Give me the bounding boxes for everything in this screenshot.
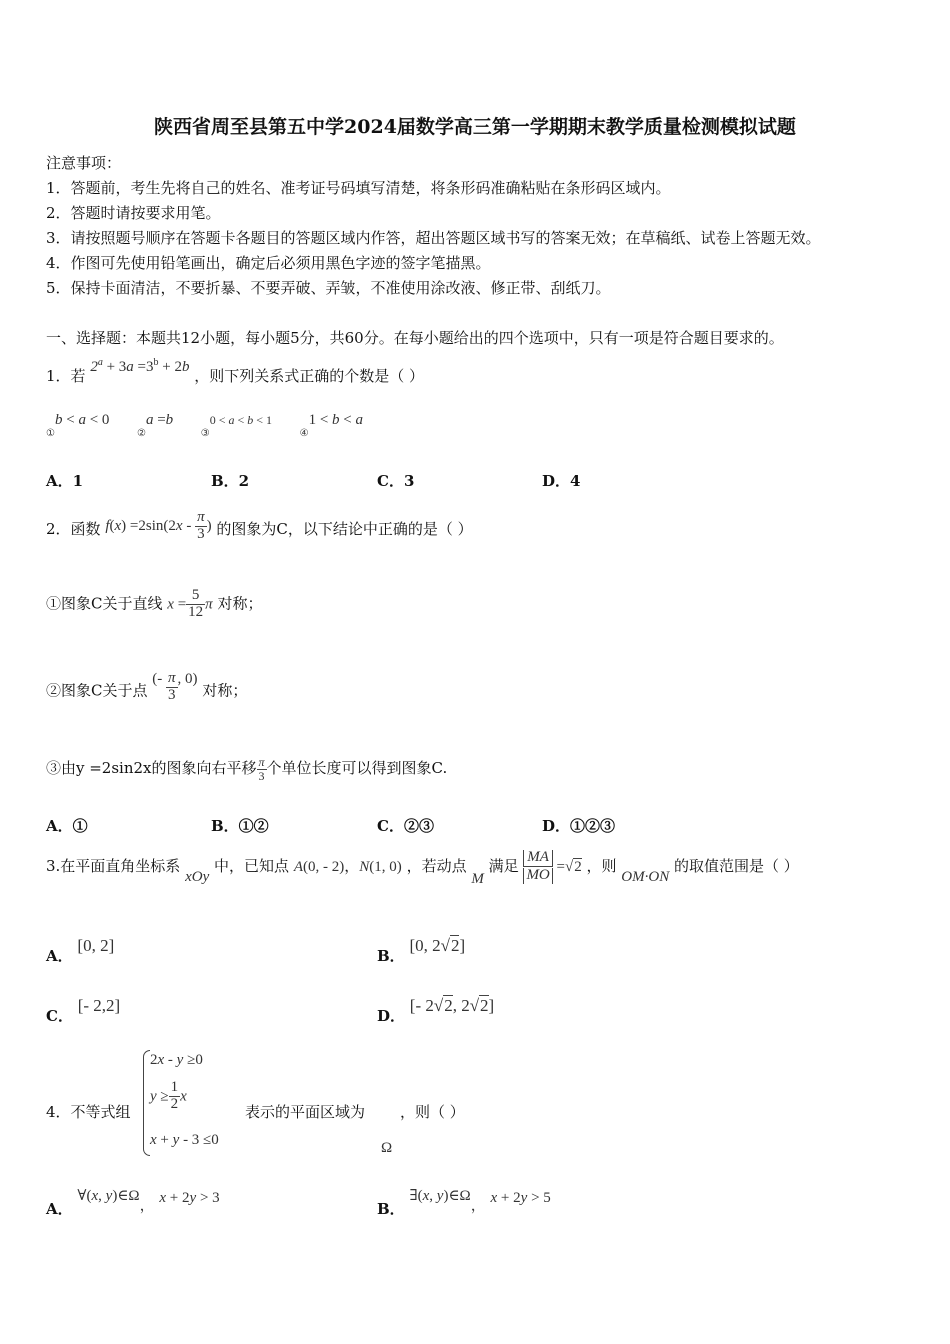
q1-suffix: ，则下列关系式正确的个数是（ ） bbox=[194, 367, 425, 385]
q1-relations: $_①$b < a < 0 $_②$a =b $_③$0 < a < b < 1 $_④$1 < b < a bbox=[46, 412, 363, 439]
q1-option-a[interactable]: A．1 bbox=[46, 472, 84, 490]
q2-function: f(x) =2sin(2x - $\frac{\pi}{3}$ ) bbox=[105, 509, 212, 542]
q4-option-b[interactable]: B． ∃(x, y)∈Ω， x + 2y > 5 bbox=[377, 1188, 551, 1218]
q1-option-d[interactable]: D．4 bbox=[542, 472, 581, 490]
page-title: 陕西省周至县第五中学2024届数学高三第一学期期末教学质量检测模拟试题 bbox=[154, 116, 796, 138]
notice-item: 3．请按照题号顺序在答题卡各题目的答题区域内作答，超出答题区域书写的答案无效；在草稿纸、试卷上答题无效。 bbox=[46, 229, 821, 247]
q4-mid-text: 表示的平面区域为 bbox=[245, 1103, 366, 1121]
q2-suffix: 的图象为C，以下结论中正确的是（ ） bbox=[216, 520, 473, 539]
q2-statement-3: ③由y =2sin2x的图象向右平移 $\frac{\pi}{3}$ 个单位长度可以得到图象C. bbox=[46, 755, 448, 783]
notice-item: 2．答题时请按要求用笔。 bbox=[46, 204, 221, 222]
q2-option-d[interactable]: D．①②③ bbox=[542, 817, 616, 835]
notice-heading: 注意事项： bbox=[46, 154, 122, 172]
q3-stem: 3.在平面直角坐标系 xOy 中，已知点 A(0, - 2)，N(1, 0) ，若动点 M 满足 $\frac{MA}{MO}$ =√2 ，则 OM·ON 的取值范围是（ ） bbox=[46, 849, 799, 887]
q1-equation: $2^a + 3a =3^b + 2b$ bbox=[90, 357, 190, 375]
q4-inequality-3: x + y - 3 ≤0 bbox=[150, 1132, 219, 1148]
q2-stem bbox=[46, 510, 473, 543]
q1-option-c[interactable]: C．3 bbox=[377, 472, 415, 490]
q4-inequality-1: 2x - y ≥0 bbox=[150, 1052, 203, 1068]
notice-item: 1．答题前，考生先将自己的姓名、准考证号码填写清楚，将条形码准确粘贴在条形码区域内。 bbox=[46, 179, 671, 197]
q4-inequality-2: y ≥ $\frac{1}{2}$ x bbox=[150, 1079, 187, 1112]
q2-statement-1: ①图象C关于直线 x = $\frac{5}{12}$ π 对称； bbox=[46, 587, 263, 620]
q4-omega: Ω bbox=[381, 1140, 393, 1156]
q4-brace bbox=[143, 1050, 150, 1156]
q3-option-a[interactable]: A． [0, 2] bbox=[46, 936, 115, 965]
q3-option-c[interactable]: C． [- 2,2] bbox=[46, 996, 121, 1025]
section-heading: 一、选择题：本题共12小题，每小题5分，共60分。在每小题给出的四个选项中，只有一项是符合题目要求的。 bbox=[46, 329, 784, 347]
notice-item: 5．保持卡面清洁，不要折暴、不要弄破、弄皱，不准使用涂改液、修正带、刮纸刀。 bbox=[46, 279, 611, 297]
q1-stem bbox=[46, 357, 425, 386]
q2-option-a[interactable]: A．① bbox=[46, 817, 88, 835]
q3-option-d[interactable]: D． [- 2√2, 2√2] bbox=[377, 996, 495, 1025]
q4-option-a[interactable]: A． ∀(x, y)∈Ω， x + 2y > 3 bbox=[46, 1188, 220, 1218]
q4-prefix: 4．不等式组 bbox=[46, 1103, 131, 1121]
q1-prefix: 1．若 bbox=[46, 367, 86, 385]
q2-option-b[interactable]: B．①② bbox=[211, 817, 269, 835]
q2-option-c[interactable]: C．②③ bbox=[377, 817, 434, 835]
q3-option-b[interactable]: B． [0, 2√2] bbox=[377, 936, 466, 965]
q2-statement-2: ②图象C关于点 (- $\frac{\pi}{3}$ , 0) 对称； bbox=[46, 670, 248, 703]
q1-option-b[interactable]: B．2 bbox=[211, 472, 250, 490]
q4-suffix: ，则（ ） bbox=[400, 1103, 465, 1121]
q2-prefix: 2．函数 bbox=[46, 520, 101, 539]
notice-item: 4．作图可先使用铅笔画出，确定后必须用黑色字迹的签字笔描黑。 bbox=[46, 254, 491, 272]
